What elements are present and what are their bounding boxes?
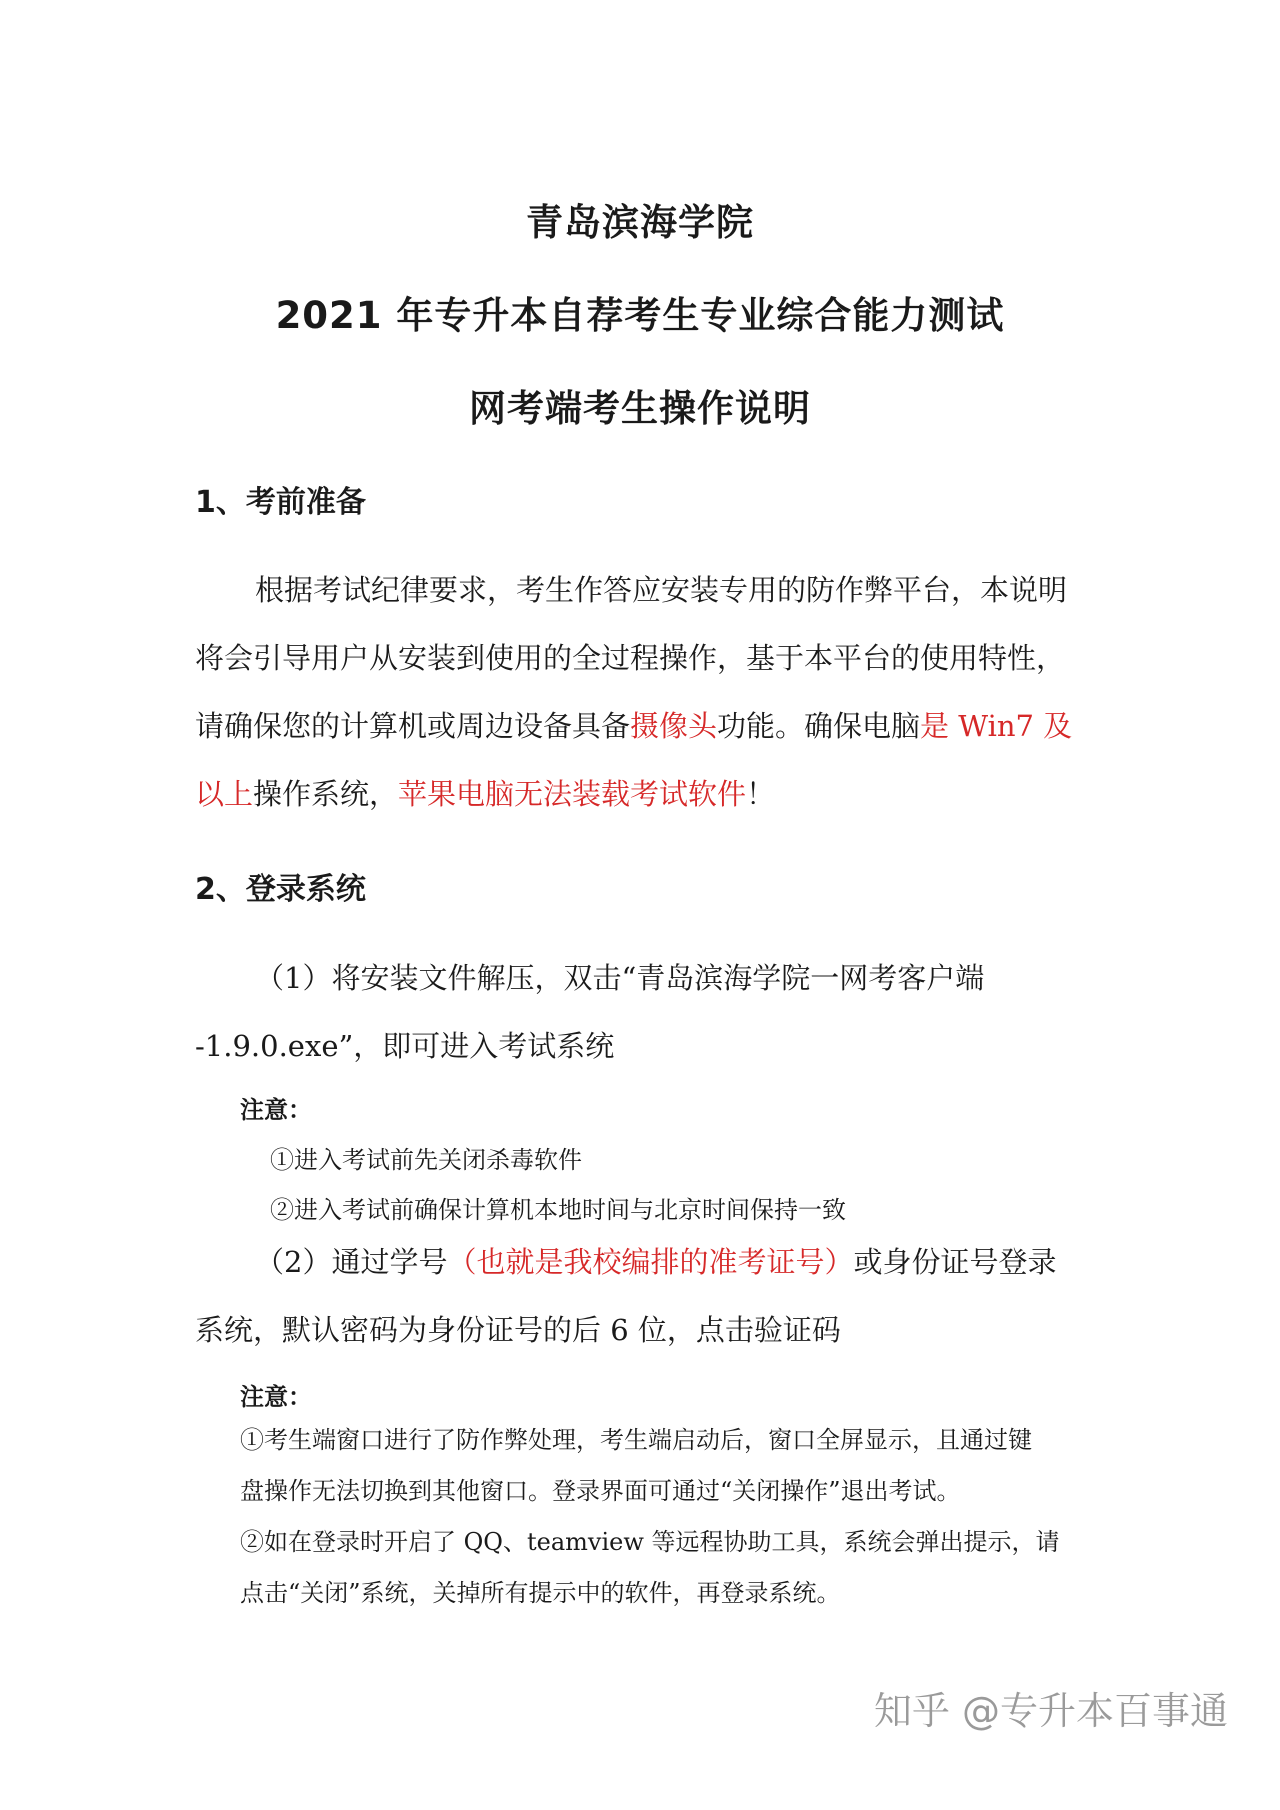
section1-line2: 将会引导用户从安装到使用的全过程操作，基于本平台的使用特性， xyxy=(195,641,1066,675)
step2-line1 xyxy=(195,1228,1095,1296)
above-emphasis: 以上 xyxy=(195,777,254,811)
title-guide: 网考端考生操作说明 xyxy=(469,387,811,430)
mac-warning-emphasis: 苹果电脑无法装载考试软件 xyxy=(398,777,747,811)
section1-line4 xyxy=(195,760,1095,828)
title-exam: 2021 年专升本自荐考生专业综合能力测试 xyxy=(275,294,1005,337)
step1-line1: （1）将安装文件解压，双击“青岛滨海学院一网考客户端 xyxy=(255,961,985,995)
title-school: 青岛滨海学院 xyxy=(526,201,754,244)
note2-p1-line1: ①考生端窗口进行了防作弊处理，考生端启动后，窗口全屏显示，且通过键 xyxy=(240,1426,1032,1454)
section1-line1: 根据考试纪律要求，考生作答应安装专用的防作弊平台，本说明 xyxy=(255,573,1068,607)
camera-emphasis: 摄像头 xyxy=(630,709,718,743)
note2-p1-line2: 盘操作无法切换到其他窗口。登录界面可通过“关闭操作”退出考试。 xyxy=(240,1477,961,1505)
section1-line3 xyxy=(195,692,1095,760)
note2-body xyxy=(240,1415,1100,1619)
text-segment: 请确保您的计算机或周边设备具备 xyxy=(195,709,631,743)
student-id-emphasis: （也就是我校编排的准考证号） xyxy=(447,1245,854,1279)
zhihu-watermark: 知乎 @专升本百事通 xyxy=(873,1689,1228,1733)
step1-line2: -1.9.0.exe”，即可进入考试系统 xyxy=(195,1029,615,1063)
section1-paragraph xyxy=(195,556,1095,828)
section1-heading: 1、考前准备 xyxy=(195,485,366,520)
note2-label: 注意： xyxy=(240,1383,312,1411)
note1-label: 注意： xyxy=(240,1096,312,1124)
text-segment: 或身份证号登录 xyxy=(853,1245,1057,1279)
section2-heading: 2、登录系统 xyxy=(195,872,366,907)
win7-emphasis: 是 Win7 及 xyxy=(920,709,1073,743)
text-segment: 操作系统， xyxy=(253,777,399,811)
text-segment: ！ xyxy=(746,777,776,811)
step1-paragraph xyxy=(195,944,1095,1080)
note2-p2-line2: 点击“关闭”系统，关掉所有提示中的软件，再登录系统。 xyxy=(240,1579,841,1607)
text-segment: 功能。确保电脑 xyxy=(717,709,921,743)
text-segment: （2）通过学号 xyxy=(255,1245,448,1279)
note2-p2-line1: ②如在登录时开启了 QQ、teamview 等远程协助工具，系统会弹出提示，请 xyxy=(240,1528,1060,1556)
note1-item2: ②进入考试前确保计算机本地时间与北京时间保持一致 xyxy=(270,1196,846,1224)
step2-line2: 系统，默认密码为身份证号的后 6 位，点击验证码 xyxy=(195,1313,841,1347)
note1-item1: ①进入考试前先关闭杀毒软件 xyxy=(270,1146,582,1174)
step2-paragraph xyxy=(195,1228,1095,1364)
